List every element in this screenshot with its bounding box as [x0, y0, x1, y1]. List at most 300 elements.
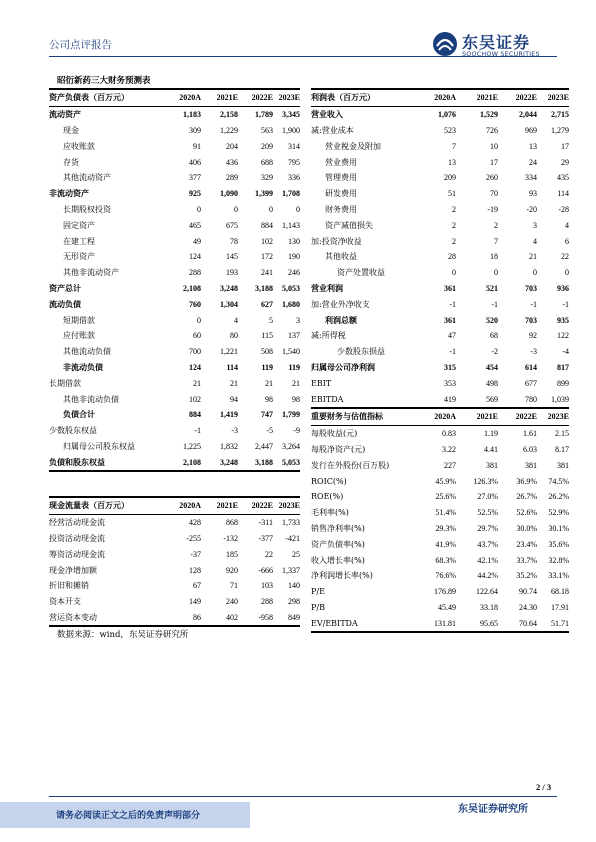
row-value: -37	[190, 549, 201, 559]
table-row	[311, 138, 569, 154]
row-label: 每股收益(元)	[311, 429, 358, 439]
row-value: 2,158	[220, 110, 238, 120]
column-header-year: 2023E	[273, 89, 300, 106]
row-value: 4	[234, 315, 238, 325]
row-value: -377	[258, 533, 273, 543]
row-value: 119	[288, 362, 300, 372]
row-value: 21	[193, 378, 201, 388]
table-row	[311, 328, 569, 344]
table-row	[311, 281, 569, 297]
row-value: -4	[562, 347, 569, 357]
row-value: 114	[226, 362, 238, 372]
row-value: -958	[238, 610, 273, 627]
row-value: 314	[288, 141, 300, 151]
row-value: 7	[494, 236, 498, 246]
row-value: 1,039	[537, 391, 569, 408]
row-value: 1,090	[220, 189, 238, 199]
row-label: 流动负债	[49, 298, 81, 309]
logo-name-en: SOOCHOW SECURITIES	[462, 50, 540, 58]
row-value: 6	[565, 236, 569, 246]
row-label: 营业利润	[311, 282, 343, 293]
table-row	[311, 233, 569, 249]
row-label: 减:营业成本	[311, 125, 354, 135]
table-row	[49, 281, 300, 297]
row-value: -1	[491, 299, 498, 309]
table-row	[311, 568, 569, 584]
row-value: 52.5%	[477, 508, 498, 518]
table-row	[311, 615, 569, 632]
row-value: 315	[444, 362, 456, 372]
row-label: 营业收入	[311, 109, 343, 120]
row-label: 负债合计	[63, 409, 95, 420]
row-value: 7	[452, 141, 456, 151]
table-row	[49, 328, 300, 344]
row-value: 209	[444, 173, 456, 183]
table-row	[49, 531, 300, 547]
row-value: 298	[288, 597, 300, 607]
row-value: 32.8%	[548, 555, 569, 565]
row-value: 68.3%	[435, 555, 456, 565]
table-row	[311, 521, 569, 537]
row-label: 加:投资净收益	[311, 236, 362, 246]
row-label: P/E	[311, 587, 325, 597]
table-row	[311, 473, 569, 489]
row-value: 22	[265, 549, 273, 559]
column-header-year: 2020A	[419, 408, 456, 425]
row-value: 51.4%	[435, 508, 456, 518]
row-label: EBIT	[311, 378, 332, 388]
table-row	[49, 562, 300, 578]
row-value: 465	[189, 220, 201, 230]
table-row	[49, 423, 300, 439]
row-value: 688	[261, 157, 273, 167]
row-value: -5	[266, 426, 273, 436]
row-value: 521	[486, 283, 498, 293]
row-label: 其他非流动负债	[63, 394, 119, 404]
row-label: 固定资产	[63, 220, 95, 230]
row-value: 128	[189, 565, 201, 575]
row-value: 899	[557, 378, 569, 388]
table-row	[49, 123, 300, 139]
report-type-label: 公司点评报告	[49, 39, 112, 51]
row-value: 246	[288, 268, 300, 278]
table-row	[49, 296, 300, 312]
table-row	[49, 265, 300, 281]
column-header-year: 2023E	[537, 89, 569, 106]
row-value: 969	[525, 125, 537, 135]
row-value: 381	[525, 460, 537, 470]
row-value: 124	[189, 362, 201, 372]
row-label: 应付账款	[63, 331, 95, 341]
table-row	[311, 360, 569, 376]
row-label: ROE(%)	[311, 492, 344, 502]
row-value: 353	[444, 378, 456, 388]
row-value: 93	[529, 189, 537, 199]
footer-divider	[49, 796, 557, 797]
row-label: 存货	[63, 157, 79, 167]
cashflow-header-row	[49, 497, 300, 514]
row-value: 3.22	[442, 444, 456, 454]
row-label: 流动资产	[49, 109, 81, 120]
page-number: 2 / 3	[536, 782, 552, 792]
row-value: 114	[557, 189, 569, 199]
row-value: 1,143	[282, 220, 300, 230]
column-header-year: 2020A	[164, 89, 201, 106]
row-value: 227	[444, 460, 456, 470]
table-row	[49, 391, 300, 407]
table-row	[49, 202, 300, 218]
row-label: 每股净资产(元)	[311, 444, 366, 454]
column-header-year: 2022E	[498, 408, 537, 425]
row-value: 1,789	[255, 110, 273, 120]
row-label: 归属母公司净利润	[311, 361, 375, 372]
row-value: 25	[292, 549, 300, 559]
row-value: 3,264	[282, 441, 300, 451]
column-header-year: 2023E	[537, 408, 569, 425]
table-row	[49, 154, 300, 170]
row-value: 30.1%	[548, 523, 569, 533]
row-value: 1,419	[220, 410, 238, 420]
row-value: 70.64	[498, 615, 537, 632]
row-value: 1,225	[183, 441, 201, 451]
table-row	[311, 600, 569, 616]
row-label: 非流动负债	[63, 361, 103, 372]
row-value: 4	[565, 220, 569, 230]
row-value: 361	[444, 315, 456, 325]
row-value: 51.71	[537, 615, 569, 632]
row-value: 2	[452, 236, 456, 246]
row-value: 6.03	[523, 444, 537, 454]
row-value: 4	[533, 236, 537, 246]
row-value: 190	[288, 252, 300, 262]
row-value: 5,053	[273, 454, 300, 471]
row-value: -1	[530, 299, 537, 309]
row-value: 98	[265, 394, 273, 404]
row-label: 资产总计	[49, 282, 81, 293]
row-value: 1,799	[282, 410, 300, 420]
row-value: 884	[261, 220, 273, 230]
row-value: 2	[452, 220, 456, 230]
column-header-year: 2021E	[201, 497, 238, 514]
column-header-year: 2022E	[238, 497, 273, 514]
row-value: 17	[490, 157, 498, 167]
row-value: 1,221	[220, 347, 238, 357]
row-value: 1.61	[523, 429, 537, 439]
balance-sheet-table	[49, 88, 300, 472]
row-value: 3,248	[220, 283, 238, 293]
table-row	[311, 296, 569, 312]
row-label: 短期借款	[63, 315, 95, 325]
row-value: 35.2%	[516, 571, 537, 581]
row-label: 现金	[63, 125, 79, 135]
table-row	[49, 407, 300, 423]
table-title: 昭衍新药三大财务预测表	[57, 76, 151, 86]
row-value: 94	[230, 394, 238, 404]
row-value: 520	[486, 315, 498, 325]
column-header-year: 2021E	[456, 408, 498, 425]
row-value: 795	[288, 157, 300, 167]
row-value: 140	[288, 581, 300, 591]
row-value: 126.3%	[473, 476, 498, 486]
row-value: 5,053	[282, 283, 300, 293]
row-value: 204	[226, 141, 238, 151]
row-value: 29.7%	[477, 523, 498, 533]
row-value: 419	[419, 391, 456, 408]
row-value: 563	[261, 125, 273, 135]
row-value: 45.9%	[435, 476, 456, 486]
row-value: 43.7%	[477, 539, 498, 549]
row-value: 3	[533, 220, 537, 230]
row-value: 92	[529, 331, 537, 341]
row-value: 8.17	[555, 444, 569, 454]
column-header-year: 2023E	[273, 497, 300, 514]
row-value: -1	[562, 299, 569, 309]
row-label: 利润总额	[325, 314, 357, 325]
row-value: 849	[273, 610, 300, 627]
row-value: 33.1%	[548, 571, 569, 581]
row-value: 1,183	[183, 110, 201, 120]
table-row	[311, 186, 569, 202]
row-label: 资本开支	[49, 597, 81, 607]
row-value: 41.9%	[435, 539, 456, 549]
row-value: 627	[261, 299, 273, 309]
row-value: 2,108	[164, 454, 201, 471]
row-value: 3	[296, 315, 300, 325]
row-value: 288	[189, 268, 201, 278]
row-value: -20	[526, 204, 537, 214]
row-value: 0.83	[442, 429, 456, 439]
row-value: 3,188	[238, 454, 273, 471]
row-value: -3	[231, 426, 238, 436]
row-value: 0	[296, 204, 300, 214]
ratios-header-row	[311, 408, 569, 425]
row-value: 1.19	[484, 429, 498, 439]
row-value: 1,304	[220, 299, 238, 309]
row-label: 长期股权投资	[63, 204, 111, 214]
row-value: 2,044	[519, 110, 537, 120]
row-value: -2	[491, 347, 498, 357]
row-label: 资产减值损失	[325, 220, 373, 230]
row-value: 935	[557, 315, 569, 325]
table-row	[49, 439, 300, 455]
data-source-note: 数据来源：wind，东吴证券研究所	[57, 630, 189, 640]
table-row	[49, 610, 300, 627]
row-label: 经营活动现金流	[49, 518, 105, 528]
table-row	[49, 249, 300, 265]
row-label: 财务费用	[325, 204, 357, 214]
row-value: 289	[226, 173, 238, 183]
row-value: 0	[452, 268, 456, 278]
row-value: 47	[448, 331, 456, 341]
row-label: 筹资活动现金流	[49, 549, 105, 559]
table-row	[311, 552, 569, 568]
row-value: 70	[490, 189, 498, 199]
row-value: 454	[486, 362, 498, 372]
balance-header-row	[49, 89, 300, 106]
row-value: 0	[197, 315, 201, 325]
row-value: 29.3%	[435, 523, 456, 533]
row-value: 2.15	[555, 429, 569, 439]
row-value: 1,229	[220, 125, 238, 135]
row-label: 长期借款	[49, 378, 81, 388]
row-value: 614	[525, 362, 537, 372]
table-row	[311, 425, 569, 441]
row-value: 1,279	[551, 125, 569, 135]
row-value: 49	[193, 236, 201, 246]
row-value: -311	[258, 518, 273, 528]
row-value: 1,708	[282, 189, 300, 199]
row-value: 1,076	[438, 110, 456, 120]
row-value: 102	[261, 236, 273, 246]
row-value: 21	[292, 378, 300, 388]
disclaimer-text: 请务必阅读正文之后的免责声明部分	[56, 811, 201, 821]
row-value: 3,345	[282, 110, 300, 120]
row-value: 80	[230, 331, 238, 341]
row-value: 703	[525, 283, 537, 293]
row-value: 124	[189, 252, 201, 262]
logo-name-cn: 东吴证券	[462, 33, 531, 52]
table-row	[311, 249, 569, 265]
table-row	[49, 375, 300, 391]
row-label: 其他流动负债	[63, 347, 111, 357]
row-value: 149	[189, 597, 201, 607]
row-value: 33.18	[480, 602, 498, 612]
row-value: 1,680	[282, 299, 300, 309]
row-label: 现金净增加额	[49, 565, 97, 575]
table-row	[311, 154, 569, 170]
row-label: 折旧和摊销	[49, 581, 89, 591]
table-row	[49, 233, 300, 249]
row-label: 研发费用	[325, 189, 357, 199]
footer-org-name: 东吴证券研究所	[458, 804, 528, 815]
row-value: -666	[258, 565, 273, 575]
row-value: 0	[234, 204, 238, 214]
column-header-year: 2022E	[498, 89, 537, 106]
row-label: 在建工程	[63, 236, 95, 246]
row-value: 10	[490, 141, 498, 151]
row-value: 119	[261, 362, 273, 372]
column-header-label: 重要财务与估值指标	[311, 408, 419, 425]
row-value: 26.2%	[548, 492, 569, 502]
row-value: 3,248	[201, 454, 238, 471]
row-value: 28	[448, 252, 456, 262]
row-label: 少数股东损益	[337, 347, 385, 357]
table-row	[49, 170, 300, 186]
row-value: 726	[486, 125, 498, 135]
row-value: 241	[261, 268, 273, 278]
row-value: 44.2%	[477, 571, 498, 581]
table-row	[311, 457, 569, 473]
row-value: 23.4%	[516, 539, 537, 549]
column-header-year: 2021E	[201, 89, 238, 106]
row-value: 675	[226, 220, 238, 230]
row-value: 868	[226, 518, 238, 528]
table-row	[311, 265, 569, 281]
row-value: -1	[449, 299, 456, 309]
row-value: 2,108	[183, 283, 201, 293]
row-value: 176.89	[434, 587, 456, 597]
row-value: 428	[189, 518, 201, 528]
row-value: 60	[193, 331, 201, 341]
row-value: 78	[230, 236, 238, 246]
row-value: 122.64	[476, 587, 498, 597]
row-value: 131.81	[419, 615, 456, 632]
row-value: 52.9%	[548, 508, 569, 518]
row-value: 334	[525, 173, 537, 183]
column-header-label: 现金流量表（百万元）	[49, 497, 164, 514]
column-header-year: 2020A	[164, 497, 201, 514]
row-label: P/B	[311, 602, 325, 612]
row-value: 74.5%	[548, 476, 569, 486]
row-label: 销售净利率(%)	[311, 523, 365, 533]
table-row	[311, 489, 569, 505]
row-value: 17.91	[551, 602, 569, 612]
row-value: 71	[230, 581, 238, 591]
row-value: 1,832	[220, 441, 238, 451]
row-value: 36.9%	[516, 476, 537, 486]
row-value: 24.30	[519, 602, 537, 612]
table-row	[49, 546, 300, 562]
row-value: 130	[288, 236, 300, 246]
row-value: 95.65	[456, 615, 498, 632]
row-label: 发行在外股份(百万股)	[311, 460, 390, 470]
row-value: 1,900	[282, 125, 300, 135]
row-value: 884	[189, 410, 201, 420]
row-value: 3,188	[255, 283, 273, 293]
row-value: 33.7%	[516, 555, 537, 565]
row-label: 无形资产	[63, 252, 95, 262]
table-row	[49, 138, 300, 154]
table-row	[311, 505, 569, 521]
row-label: 资产处置收益	[337, 268, 385, 278]
row-label: 减:所得税	[311, 331, 346, 341]
row-value: 406	[189, 157, 201, 167]
row-value: 498	[486, 378, 498, 388]
table-row	[49, 360, 300, 376]
row-value: 508	[261, 347, 273, 357]
row-value: 780	[498, 391, 537, 408]
row-value: 30.0%	[516, 523, 537, 533]
row-value: 1,529	[480, 110, 498, 120]
row-value: -19	[487, 204, 498, 214]
column-header-label: 资产负债表（百万元）	[49, 89, 164, 106]
row-value: 29	[561, 157, 569, 167]
row-label: 营业税金及附加	[325, 141, 381, 151]
row-value: 700	[189, 347, 201, 357]
row-label: 投资活动现金流	[49, 533, 105, 543]
table-row	[49, 186, 300, 202]
row-value: 17	[561, 141, 569, 151]
row-value: 309	[189, 125, 201, 135]
row-value: 336	[288, 173, 300, 183]
row-value: 377	[189, 173, 201, 183]
row-label: 应收账款	[63, 141, 95, 151]
table-row	[311, 536, 569, 552]
row-value: 2	[494, 220, 498, 230]
header-divider	[49, 56, 557, 57]
table-row	[49, 312, 300, 328]
row-value: 1,540	[282, 347, 300, 357]
row-value: 185	[226, 549, 238, 559]
row-value: 67	[193, 581, 201, 591]
row-label: 收入增长率(%)	[311, 555, 365, 565]
table-row	[311, 584, 569, 600]
row-value: 68.18	[551, 587, 569, 597]
row-value: 361	[444, 283, 456, 293]
row-value: -1	[449, 347, 456, 357]
table-row	[311, 312, 569, 328]
row-value: 91	[193, 141, 201, 151]
